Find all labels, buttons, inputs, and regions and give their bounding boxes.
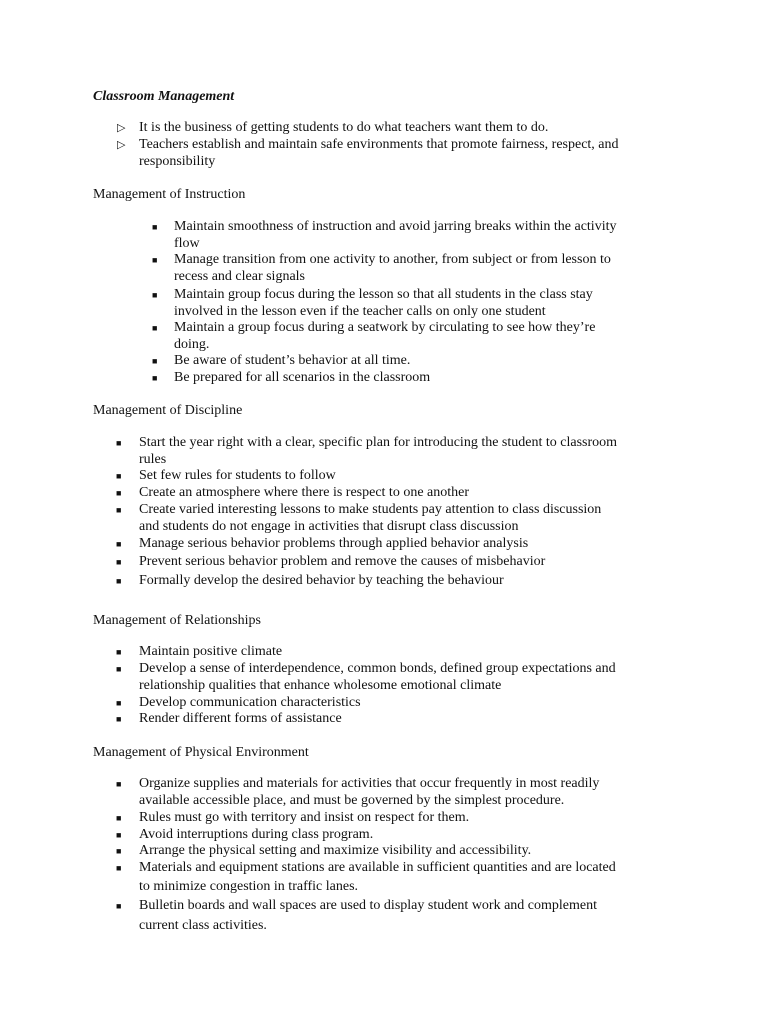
square-bullet-icon: ■ [152,323,158,333]
square-bullet-icon: ■ [116,471,122,481]
list-item-text: Render different forms of assistance [139,711,342,726]
square-bullet-icon: ■ [152,255,158,265]
list-item-text: Maintain smoothness of instruction and avoid jarring breaks within the activity [174,219,617,234]
list-item-text: Be aware of student’s behavior at all time. [174,353,411,368]
list-item-text: available accessible place, and must be governed by the simplest procedure. [139,793,565,808]
list-item-text: relationship qualities that enhance wholesome emotional climate [139,678,502,693]
square-bullet-icon: ■ [116,846,122,856]
list-item-text: Set few rules for students to follow [139,468,336,483]
square-bullet-icon: ■ [152,373,158,383]
square-bullet-icon: ■ [152,356,158,366]
square-bullet-icon: ■ [116,438,122,448]
square-bullet-icon: ■ [116,813,122,823]
square-bullet-icon: ■ [116,505,122,515]
list-item-text: recess and clear signals [174,269,305,284]
list-item-text: Develop communication characteristics [139,695,361,710]
list-item-text: Manage serious behavior problems through applied behavior analysis [139,536,529,551]
list-item-text: Rules must go with territory and insist on respect for them. [139,810,470,825]
list-item-text: Manage transition from one activity to another, from subject or from lesson to [174,252,611,267]
list-item-text: Materials and equipment stations are available in sufficient quantities and are located [139,860,616,875]
square-bullet-icon: ■ [116,539,122,549]
section-heading: Management of Discipline [93,403,243,418]
section-heading: Management of Instruction [93,187,246,202]
section-heading: Management of Relationships [93,613,261,628]
square-bullet-icon: ■ [116,863,122,873]
list-item-text: Prevent serious behavior problem and remove the causes of misbehavior [139,554,546,569]
square-bullet-icon: ■ [116,698,122,708]
list-item-text: doing. [174,337,210,352]
list-item-text: flow [174,236,200,251]
square-bullet-icon: ■ [116,830,122,840]
list-item-text: Create varied interesting lessons to make students pay attention to class discussion [139,502,602,517]
square-bullet-icon: ■ [116,557,122,567]
list-item-text: rules [139,452,167,467]
section-heading: Management of Physical Environment [93,745,309,760]
square-bullet-icon: ■ [116,664,122,674]
list-item-text: Arrange the physical setting and maximize visibility and accessibility. [139,843,532,858]
list-item-text: Bulletin boards and wall spaces are used to display student work and complement [139,898,598,913]
square-bullet-icon: ■ [152,290,158,300]
list-item-text: Be prepared for all scenarios in the classroom [174,370,431,385]
list-item-text: involved in the lesson even if the teacher calls on only one student [174,304,546,319]
list-item-text: Maintain a group focus during a seatwork by circulating to see how they’re [174,320,596,335]
triangle-bullet-icon: ▷ [117,139,126,151]
square-bullet-icon: ■ [116,779,122,789]
list-item-text: Maintain positive climate [139,644,283,659]
list-item-text: Create an atmosphere where there is respect to one another [139,485,470,500]
list-item-text: Maintain group focus during the lesson so that all students in the class stay [174,287,593,302]
intro-item-text: Teachers establish and maintain safe environments that promote fairness, respect, and [139,137,619,152]
square-bullet-icon: ■ [152,222,158,232]
page-title: Classroom Management [93,89,235,104]
list-item-text: and students do not engage in activities that disrupt class discussion [139,519,519,534]
intro-item-text: It is the business of getting students to do what teachers want them to do. [139,120,549,135]
square-bullet-icon: ■ [116,647,122,657]
list-item-text: Formally develop the desired behavior by teaching the behaviour [139,573,504,588]
list-item-text: current class activities. [139,918,267,933]
list-item-text: Start the year right with a clear, specific plan for introducing the student to classroom [139,435,618,450]
square-bullet-icon: ■ [116,901,122,911]
square-bullet-icon: ■ [116,576,122,586]
triangle-bullet-icon: ▷ [117,122,126,134]
list-item-text: to minimize congestion in traffic lanes. [139,879,359,894]
list-item-text: Avoid interruptions during class program. [139,827,374,842]
list-item-text: Organize supplies and materials for activities that occur frequently in most readily [139,776,600,791]
square-bullet-icon: ■ [116,714,122,724]
intro-item-text: responsibility [139,154,216,169]
square-bullet-icon: ■ [116,488,122,498]
list-item-text: Develop a sense of interdependence, common bonds, defined group expectations and [139,661,616,676]
